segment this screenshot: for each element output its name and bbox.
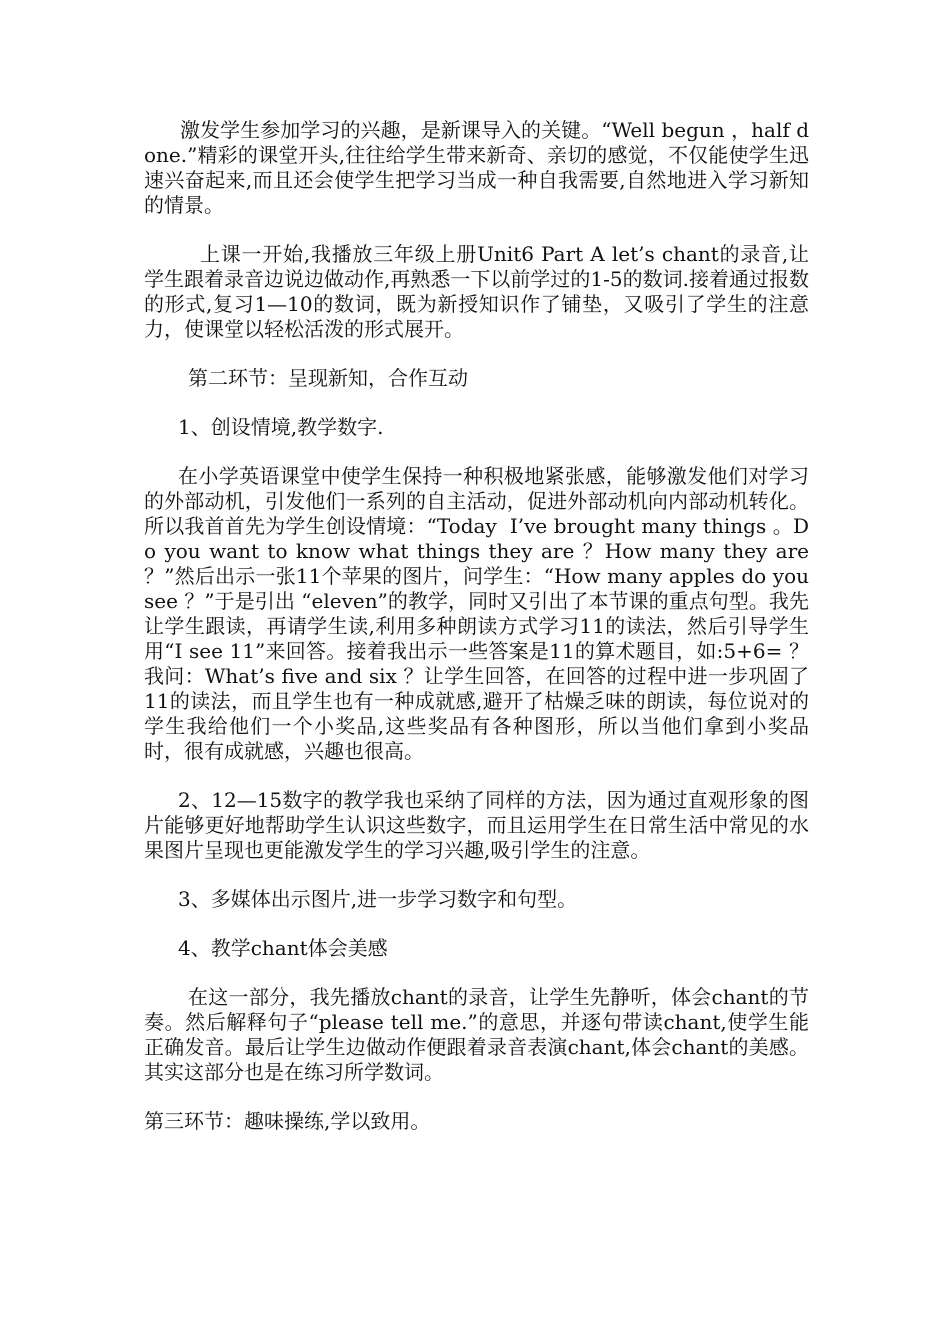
step-one-heading: 1、创设情境,教学数字. [178,415,384,439]
numbers-teaching-paragraph: 2、12—15数字的教学我也采纳了同样的方法，因为通过直观形象的图片能够更好地帮助学生认识这些数字，而且运用学生在日常生活中常见的水果图片呈现也更能激发学生的学习兴趣,吸引学生的注意。 [144,788,809,862]
section-heading-three: 第三环节：趣味操练,学以致用。 [144,1109,431,1133]
section-heading-two: 第二环节：呈现新知，合作互动 [188,366,468,390]
step-four-heading: 4、教学chant体会美感 [178,936,388,960]
lesson-start-paragraph: 上课一开始,我播放三年级上册Unit6 Part A let’s chant的录音,让学生跟着录音边说边做动作,再熟悉一下以前学过的1-5的数词.接着通过报数的形式,复习1—10的数词，既为新授知识作了铺垫，又吸引了学生的注意力，使课堂以轻松活泼的形式展开。 [144,242,809,341]
document-body [144,118,816,1134]
context-teaching-paragraph: 在小学英语课堂中使学生保持一种积极地紧张感，能够激发他们对学习的外部动机，引发他们一系列的自主活动，促进外部动机向内部动机转化。所以我首首先为学生创设情境：“Today I’ve brought many things 。Do you want to know what things they are ？How many they are ？”然后出示一张11个苹果的图片，问学生：“How many apples do you see ？”于是引出 “eleven”的教学，同时又引出了本节课的重点句型。我先让学生跟读，再请学生读,利用多种朗读方式学习11的读法，然后引导学生用“I see 11”来回答。接着我出示一些答案是11的算术题目，如:5+6= ？我问：What’s five and six ？让学生回答，在回答的过程中进一步巩固了11的读法，而且学生也有一种成就感,避开了枯燥乏味的朗读，每位说对的学生我给他们一个小奖品,这些奖品有各种图形，所以当他们拿到小奖品时，很有成就感，兴趣也很高。 [144,464,816,763]
chant-paragraph: 在这一部分，我先播放chant的录音，让学生先静听，体会chant的节奏。然后解释句子“please tell me.”的意思，并逐句带读chant,使学生能正确发音。最后让学生边做动作便跟着录音表演chant,体会chant的美感。其实这部分也是在练习所学数词。 [144,985,809,1084]
step-three-heading: 3、多媒体出示图片,进一步学习数字和句型。 [178,887,578,911]
intro-paragraph: 激发学生参加学习的兴趣，是新课导入的关键。“Well begun ，half done.”精彩的课堂开头,往往给学生带来新奇、亲切的感觉，不仅能使学生迅速兴奋起来,而且还会使学生把学习当成一种自我需要,自然地进入学习新知的情景。 [144,118,809,217]
